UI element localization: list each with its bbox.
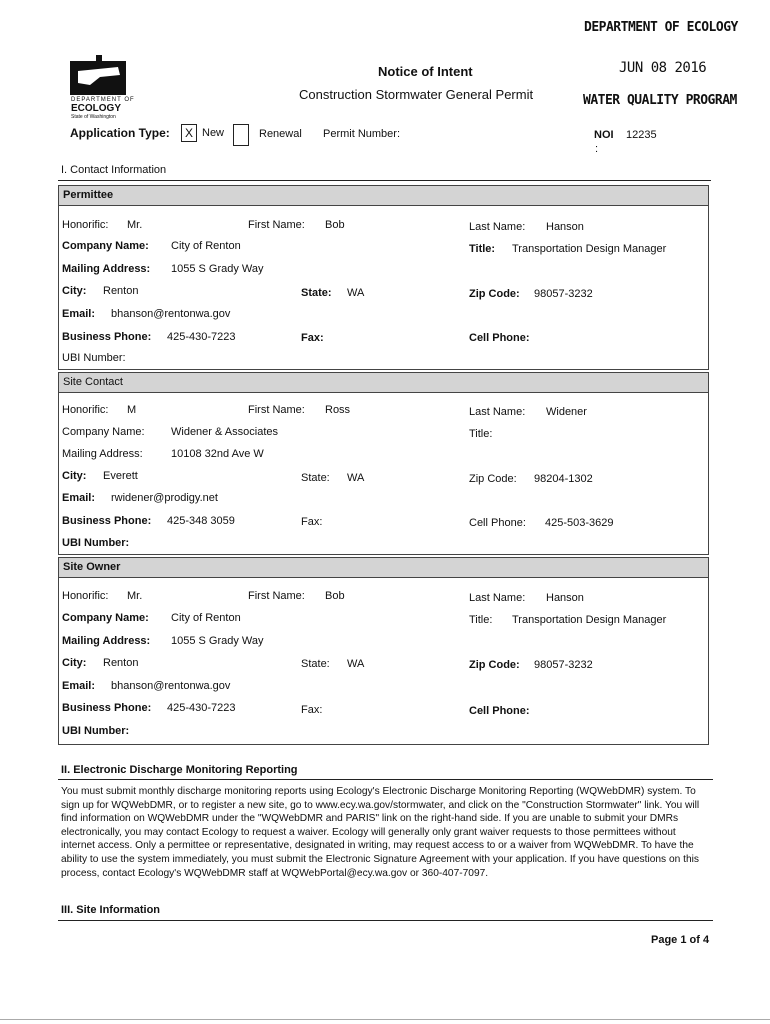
permittee-city: Renton (103, 285, 139, 297)
site-contact-state-label: State: (301, 472, 330, 484)
permittee-zip-label: Zip Code: (469, 288, 520, 300)
permittee-box (58, 206, 709, 370)
permittee-company: City of Renton (171, 240, 241, 252)
renewal-label: Renewal (259, 128, 302, 140)
site-owner-zip-label: Zip Code: (469, 659, 520, 671)
permittee-state: WA (347, 287, 365, 299)
site-owner-city: Renton (103, 657, 139, 669)
permittee-honorific: Mr. (127, 219, 143, 231)
permittee-company-label: Company Name: (62, 240, 149, 252)
site-contact-company-label: Company Name: (62, 426, 145, 438)
section-3-title: III. Site Information (61, 904, 161, 916)
noi-label: NOI (594, 129, 614, 141)
site-owner-header (58, 557, 709, 578)
site-owner-first-name-label: First Name: (248, 590, 305, 602)
site-owner-honorific: Mr. (127, 590, 143, 602)
site-contact-cell: 425-503-3629 (545, 517, 614, 529)
permittee-honorific-label: Honorific: (62, 219, 109, 231)
site-owner-first-name: Bob (325, 590, 345, 602)
site-owner-company: City of Renton (171, 612, 241, 624)
permittee-header (58, 185, 709, 206)
noi-value: 12235 (626, 129, 657, 141)
site-contact-city-label: City: (62, 470, 87, 482)
site-owner-heading: Site Owner (63, 561, 121, 573)
divider (58, 180, 711, 181)
site-contact-zip-label: Zip Code: (469, 473, 517, 485)
stamp-date: JUN 08 2016 (619, 60, 707, 76)
permittee-first-name-label: First Name: (248, 219, 305, 231)
site-contact-zip: 98204-1302 (534, 473, 593, 485)
permittee-cell-label: Cell Phone: (469, 332, 530, 344)
permittee-title: Transportation Design Manager (512, 243, 667, 255)
permittee-city-label: City: (62, 285, 87, 297)
site-owner-ubi-label: UBI Number: (62, 725, 130, 737)
site-contact-phone-label: Business Phone: (62, 515, 152, 527)
site-contact-first-name-label: First Name: (248, 404, 305, 416)
site-contact-honorific-label: Honorific: (62, 404, 109, 416)
permittee-last-name: Hanson (546, 221, 584, 233)
divider (58, 920, 713, 921)
permittee-phone-label: Business Phone: (62, 331, 152, 343)
site-contact-heading: Site Contact (63, 376, 123, 388)
site-contact-state: WA (347, 472, 365, 484)
new-label: New (202, 127, 225, 139)
permittee-title-label: Title: (469, 243, 496, 255)
site-contact-city: Everett (103, 470, 138, 482)
agency-line2: ECOLOGY (71, 103, 122, 114)
site-owner-zip: 98057-3232 (534, 659, 593, 671)
permittee-phone: 425-430-7223 (167, 331, 236, 343)
site-contact-honorific: M (127, 404, 137, 416)
page-number: Page 1 of 4 (651, 934, 710, 946)
agency-line1: DEPARTMENT OF (71, 97, 135, 103)
site-contact-box (58, 393, 709, 555)
permittee-fax-label: Fax: (301, 332, 324, 344)
site-owner-title-label: Title: (469, 614, 493, 626)
site-contact-cell-label: Cell Phone: (469, 517, 526, 529)
renewal-checkbox[interactable] (233, 124, 249, 146)
bottom-edge (0, 1019, 770, 1020)
section-1-title: I. Contact Information (61, 164, 167, 176)
site-contact-header (58, 372, 709, 393)
permittee-address: 1055 S Grady Way (171, 263, 264, 275)
permittee-email: bhanson@rentonwa.gov (111, 308, 231, 320)
site-owner-state-label: State: (301, 658, 330, 670)
site-contact-email-label: Email: (62, 492, 96, 504)
site-contact-address: 10108 32nd Ave W (171, 448, 264, 460)
site-contact-fax-label: Fax: (301, 516, 323, 528)
noi-extra: : (595, 143, 599, 155)
site-owner-last-name: Hanson (546, 592, 584, 604)
application-type-label: Application Type: (70, 126, 170, 140)
site-owner-address: 1055 S Grady Way (171, 635, 264, 647)
page-subtitle: Construction Stormwater General Permit (299, 87, 534, 102)
site-owner-title: Transportation Design Manager (512, 614, 667, 626)
permittee-first-name: Bob (325, 219, 345, 231)
ecology-logo-icon (70, 55, 126, 103)
site-contact-last-name: Widener (546, 406, 587, 418)
site-contact-title-label: Title: (469, 428, 493, 440)
site-contact-first-name: Ross (325, 404, 351, 416)
site-owner-address-label: Mailing Address: (62, 635, 151, 647)
section-2-title: II. Electronic Discharge Monitoring Reporting (61, 764, 298, 776)
site-owner-last-name-label: Last Name: (469, 592, 526, 604)
site-owner-cell-label: Cell Phone: (469, 705, 530, 717)
divider (58, 779, 713, 780)
site-owner-honorific-label: Honorific: (62, 590, 109, 602)
permittee-ubi-label: UBI Number: (62, 352, 126, 364)
permittee-last-name-label: Last Name: (469, 221, 526, 233)
site-owner-phone-label: Business Phone: (62, 702, 152, 714)
site-contact-ubi-label: UBI Number: (62, 537, 130, 549)
site-contact-address-label: Mailing Address: (62, 448, 143, 460)
site-owner-city-label: City: (62, 657, 87, 669)
permittee-email-label: Email: (62, 308, 96, 320)
site-contact-company: Widener & Associates (171, 426, 278, 438)
site-owner-fax-label: Fax: (301, 704, 323, 716)
site-owner-email-label: Email: (62, 680, 96, 692)
permittee-heading: Permittee (63, 189, 114, 201)
stamp-department: DEPARTMENT OF ECOLOGY (584, 20, 738, 35)
permittee-zip: 98057-3232 (534, 288, 593, 300)
site-owner-state: WA (347, 658, 365, 670)
new-checkbox[interactable]: X (181, 124, 197, 142)
permittee-state-label: State: (301, 287, 332, 299)
permittee-address-label: Mailing Address: (62, 263, 151, 275)
site-owner-company-label: Company Name: (62, 612, 149, 624)
permit-number-label: Permit Number: (323, 128, 401, 140)
site-contact-email: rwidener@prodigy.net (111, 492, 218, 504)
site-contact-phone: 425-348 3059 (167, 515, 235, 527)
page-title: Notice of Intent (378, 64, 473, 79)
site-owner-phone: 425-430-7223 (167, 702, 236, 714)
site-owner-box (58, 578, 709, 745)
site-contact-last-name-label: Last Name: (469, 406, 526, 418)
stamp-program: WATER QUALITY PROGRAM (583, 93, 737, 108)
site-owner-email: bhanson@rentonwa.gov (111, 680, 231, 692)
section-2-body: You must submit monthly discharge monitoring reports using Ecology's Electronic Discharge Monitoring Reporting (WQWebDMR) system. To sign up for WQWebDMR, or to register a new site, go to www.ecy.wa.gov/stormwater, and click on the "Construction Stormwater" link. You will find information on WQWebDMR under the "WQWebDMR and PARIS" link on the right-hand side. If you are unable to submit your DMRs electronically, you may contact Ecology to request a waiver. Ecology will generally only grant waiver requests to those permittees without internet access. Only a permittee or representative, designated in writing, may request access to or a waiver from WQWebDMR. To have the ability to use the system immediately, you must submit the Electronic Signature Agreement with your application. If you have questions on this process, contact Ecology's WQWebDMR staff at WQWebPortal@ecy.wa.gov or 360-407-7097. (61, 786, 700, 879)
agency-line3: State of Washington (71, 114, 116, 120)
